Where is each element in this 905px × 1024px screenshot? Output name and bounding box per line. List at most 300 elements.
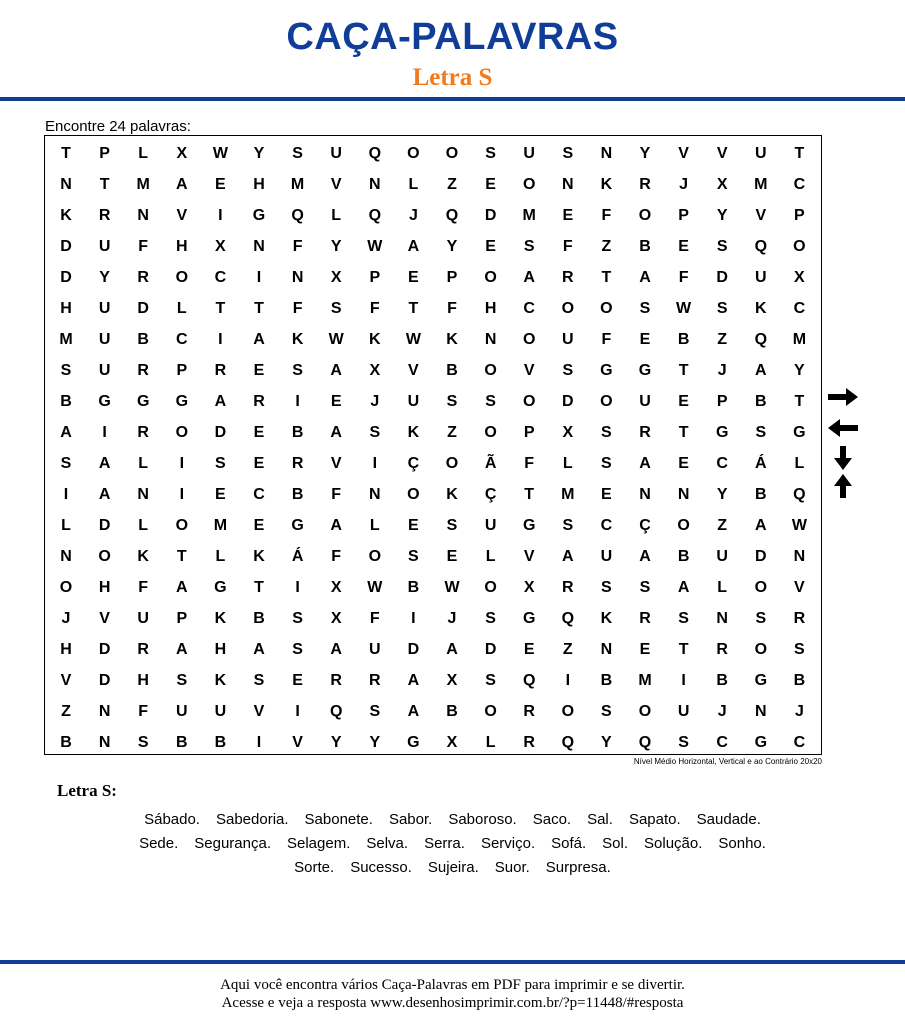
grid-letter: Q <box>754 238 768 255</box>
grid-letter: V <box>523 362 535 379</box>
grid-letter: J <box>794 703 804 720</box>
grid-letter: W <box>444 579 460 596</box>
grid-letter: O <box>522 331 536 348</box>
grid-letter: D <box>562 393 574 410</box>
grid-letter: X <box>794 269 805 286</box>
grid-letter: H <box>214 641 227 658</box>
grid-letter: J <box>370 393 380 410</box>
grid-letter: G <box>252 207 266 224</box>
grid-letter: I <box>295 393 300 410</box>
grid-letter: O <box>522 176 536 193</box>
grid-letter: S <box>176 672 188 689</box>
grid-letter: C <box>253 486 265 503</box>
grid-letter: F <box>331 486 342 503</box>
grid-letter: S <box>330 300 342 317</box>
grid-letter: C <box>176 331 188 348</box>
grid-letter: S <box>678 734 689 751</box>
grid-letter: O <box>484 424 497 441</box>
grid-letter: C <box>600 517 613 534</box>
grid-letter: V <box>60 672 72 689</box>
grid-letter: Á <box>291 548 304 565</box>
grid-letter: I <box>372 455 378 472</box>
grid-letter: S <box>562 362 574 379</box>
grid-letter: W <box>676 300 692 317</box>
grid-letter: V <box>99 610 110 627</box>
grid-letter: B <box>291 486 304 503</box>
grid-letter: F <box>369 300 380 317</box>
grid-letter: K <box>600 610 613 627</box>
grid-letter: K <box>755 300 767 317</box>
grid-letter: I <box>295 579 300 596</box>
grid-letter: A <box>639 269 651 286</box>
grid-letter: K <box>60 207 72 224</box>
grid-letter: A <box>60 424 72 441</box>
grid-letter: T <box>61 145 71 162</box>
grid-letter: L <box>215 548 226 565</box>
grid-letter: K <box>369 331 381 348</box>
grid-letter: E <box>408 517 419 534</box>
word-item: Suor. <box>494 859 530 876</box>
grid-letter: N <box>755 703 767 720</box>
grid-letter: L <box>61 517 71 534</box>
grid-letter: O <box>600 393 613 410</box>
grid-letter: U <box>98 331 111 348</box>
grid-letter: Ç <box>407 455 420 472</box>
grid-letter: D <box>98 641 111 658</box>
grid-letter: A <box>214 393 227 410</box>
grid-letter: A <box>639 548 651 565</box>
grid-letter: U <box>330 145 342 162</box>
grid-letter: F <box>138 579 149 596</box>
grid-letter: C <box>214 269 227 286</box>
grid-letter: L <box>138 455 149 472</box>
grid-letter: K <box>291 331 304 348</box>
word-list-row <box>40 832 865 856</box>
grid-letter: A <box>330 641 342 658</box>
grid-letter: U <box>523 145 535 162</box>
grid-letter: B <box>214 734 227 751</box>
grid-letter: V <box>755 207 767 224</box>
grid-letter: N <box>60 176 72 193</box>
grid-letter: E <box>678 455 689 472</box>
grid-letter: O <box>407 486 420 503</box>
grid-letter: Q <box>329 703 343 720</box>
grid-letter: A <box>755 517 767 534</box>
grid-letter: B <box>253 610 265 627</box>
grid-letter: Q <box>368 145 382 162</box>
grid-letter: I <box>565 672 571 689</box>
grid-letter: N <box>716 610 728 627</box>
grid-letter: N <box>793 548 806 565</box>
grid-letter: B <box>446 362 458 379</box>
grid-letter: X <box>330 579 342 596</box>
grid-letter: Y <box>446 238 458 255</box>
grid-letter: Ç <box>484 486 497 503</box>
word-item: Sabonete. <box>304 811 373 828</box>
grid-letter: H <box>60 300 72 317</box>
grid-letter: M <box>213 517 228 534</box>
grid-letter: N <box>98 703 111 720</box>
grid-letter: E <box>253 517 265 534</box>
grid-letter: E <box>292 672 303 689</box>
grid-letter: N <box>639 486 651 503</box>
footer-line-1: Aqui você encontra vários Caça-Palavras em PDF para imprimir e se divertir. <box>220 977 685 993</box>
grid-letter: R <box>793 610 806 627</box>
grid-letter: V <box>408 362 419 379</box>
grid-letter: N <box>562 176 574 193</box>
grid-letter: Á <box>755 455 767 472</box>
grid-letter: F <box>601 207 612 224</box>
grid-letter: M <box>792 331 807 348</box>
grid-letter: G <box>754 734 768 751</box>
grid-letter: L <box>138 517 149 534</box>
grid-letter: S <box>369 703 381 720</box>
grid-letter: U <box>98 238 111 255</box>
grid-letter: X <box>446 672 458 689</box>
grid-letter: U <box>98 300 111 317</box>
grid-letter: C <box>716 734 728 751</box>
grid-letter: D <box>137 300 149 317</box>
grid-letter: G <box>136 393 150 410</box>
grid-letter: I <box>681 672 686 689</box>
grid-letter: O <box>600 300 613 317</box>
grid-letter: J <box>717 362 727 379</box>
grid-letter: U <box>639 393 651 410</box>
grid-letter: U <box>176 703 188 720</box>
grid-letter: N <box>253 238 265 255</box>
grid-letter: S <box>716 238 728 255</box>
word-item: Sabor. <box>388 811 433 828</box>
grid-letter: V <box>176 207 188 224</box>
grid-letter: W <box>405 331 421 348</box>
grid-letter: B <box>755 486 767 503</box>
grid-letter: E <box>446 548 458 565</box>
grid-letter: R <box>291 455 304 472</box>
grid-letter: U <box>562 331 574 348</box>
grid-letter: S <box>292 641 303 658</box>
grid-letter: S <box>716 300 728 317</box>
grid-letter: I <box>179 455 185 472</box>
grid-letter: I <box>256 269 262 286</box>
grid-letter: G <box>98 393 111 410</box>
grid-letter: N <box>369 176 381 193</box>
grid-letter: R <box>137 269 149 286</box>
grid-letter: O <box>445 455 459 472</box>
grid-letter: E <box>253 455 265 472</box>
footer <box>0 976 905 1012</box>
grid-letter: O <box>484 269 497 286</box>
arrow-right-icon <box>826 386 860 408</box>
grid-letter: Ç <box>639 517 651 534</box>
arrow-down-icon <box>832 444 854 472</box>
grid-letter: J <box>408 207 418 224</box>
grid-letter: A <box>253 641 265 658</box>
grid-letter: O <box>98 548 111 565</box>
grid-letter: K <box>600 176 613 193</box>
grid-letter: I <box>256 734 262 751</box>
grid-letter: W <box>212 145 228 162</box>
grid-letter: Q <box>638 734 652 751</box>
grid-letter: X <box>215 238 226 255</box>
grid-letter: N <box>369 486 381 503</box>
grid-letter: W <box>367 238 383 255</box>
header-divider <box>0 97 905 101</box>
word-item: Sabedoria. <box>215 811 289 828</box>
grid-letter: P <box>446 269 458 286</box>
grid-letter: S <box>137 734 149 751</box>
grid-letter: O <box>754 579 768 596</box>
grid-letter: S <box>601 579 612 596</box>
grid-letter: S <box>292 610 303 627</box>
word-item: Sal. <box>587 811 613 828</box>
grid-letter: F <box>292 300 303 317</box>
grid-letter: N <box>484 331 497 348</box>
grid-letter: S <box>755 424 767 441</box>
grid-letter: P <box>794 207 805 224</box>
grid-letter: I <box>218 207 223 224</box>
grid-letter: L <box>485 548 496 565</box>
grid-letter: N <box>137 207 149 224</box>
grid-letter: G <box>522 610 536 627</box>
word-list-row <box>40 808 865 832</box>
grid-letter: J <box>61 610 71 627</box>
grid-letter: K <box>214 672 227 689</box>
grid-letter: F <box>138 703 149 720</box>
grid-letter: K <box>446 486 458 503</box>
word-item: Sorte. <box>294 859 335 876</box>
grid-letter: O <box>561 703 575 720</box>
grid-letter: N <box>137 486 149 503</box>
grid-letter: N <box>98 734 111 751</box>
grid-letter: Q <box>445 207 459 224</box>
grid-letter: X <box>562 424 574 441</box>
grid-letter: P <box>369 269 381 286</box>
grid-letter: Y <box>330 238 342 255</box>
grid-letter: D <box>755 548 767 565</box>
grid-letter: X <box>176 145 188 162</box>
grid-letter: T <box>215 300 226 317</box>
instruction-text: Encontre 24 palavras: <box>45 118 191 135</box>
grid-letter: C <box>523 300 535 317</box>
grid-letter: R <box>639 176 651 193</box>
grid-letter: V <box>794 579 805 596</box>
grid-letter: S <box>369 424 381 441</box>
grid-letter: H <box>484 300 497 317</box>
grid-letter: P <box>523 424 535 441</box>
grid-letter: F <box>331 548 342 565</box>
page-subtitle: Letra S <box>412 64 493 91</box>
word-item: Sábado. <box>144 811 200 828</box>
grid-letter: A <box>562 548 574 565</box>
grid-letter: S <box>523 238 535 255</box>
grid-letter: R <box>562 579 574 596</box>
grid-letter: N <box>600 641 613 658</box>
page-title: CAÇA-PALAVRAS <box>286 16 619 58</box>
grid-letter: B <box>407 579 420 596</box>
grid-letter: S <box>639 300 651 317</box>
grid-letter: Y <box>716 486 728 503</box>
grid-letter: N <box>291 269 304 286</box>
grid-letter: S <box>253 672 265 689</box>
grid-letter: G <box>522 517 536 534</box>
grid-letter: R <box>253 393 265 410</box>
word-item: Solução. <box>644 835 703 852</box>
grid-letter: T <box>794 145 805 162</box>
grid-letter: O <box>638 703 652 720</box>
word-item: Sujeira. <box>427 859 479 876</box>
grid-letter: N <box>677 486 690 503</box>
grid-letter: S <box>601 424 612 441</box>
grid-letter: D <box>484 641 497 658</box>
grid-letter: L <box>485 734 496 751</box>
grid-letter: M <box>754 176 768 193</box>
grid-letter: Z <box>447 176 457 193</box>
grid-letter: T <box>176 548 187 565</box>
grid-letter: R <box>562 269 574 286</box>
grid-letter: D <box>484 207 497 224</box>
grid-letter: O <box>175 424 189 441</box>
grid-letter: B <box>677 331 690 348</box>
grid-letter: U <box>600 548 613 565</box>
grid-letter: Y <box>253 145 265 162</box>
grid-letter: G <box>793 424 806 441</box>
grid-letter: E <box>253 362 265 379</box>
grid-letter: Ã <box>484 455 497 472</box>
grid-letter: S <box>562 517 574 534</box>
grid-letter: P <box>716 393 728 410</box>
level-note: Nível Médio Horizontal, Vertical e ao Contrário 20x20 <box>633 757 822 766</box>
grid-letter: D <box>60 269 72 286</box>
word-item: Saudade. <box>696 811 761 828</box>
grid-letter: L <box>408 176 419 193</box>
grid-letter: T <box>254 300 264 317</box>
grid-letter: D <box>98 517 111 534</box>
word-item: Sucesso. <box>350 859 412 876</box>
grid-letter: V <box>330 176 342 193</box>
grid-letter: O <box>407 145 420 162</box>
grid-letter: E <box>678 238 689 255</box>
grid-letter: N <box>60 548 72 565</box>
grid-letter: G <box>754 672 768 689</box>
grid-letter: F <box>138 238 149 255</box>
grid-letter: M <box>59 331 73 348</box>
grid-letter: K <box>446 331 458 348</box>
grid-letter: M <box>136 176 150 193</box>
grid-letter: Q <box>291 207 304 224</box>
grid-letter: O <box>522 393 536 410</box>
grid-letter: E <box>408 269 419 286</box>
grid-letter: U <box>407 393 420 410</box>
grid-letter: G <box>214 579 227 596</box>
grid-letter: W <box>328 331 344 348</box>
grid-letter: X <box>330 610 342 627</box>
grid-letter: R <box>639 424 651 441</box>
grid-letter: Z <box>717 331 728 348</box>
grid-letter: V <box>292 734 303 751</box>
grid-letter: S <box>292 145 303 162</box>
grid-letter: O <box>484 362 497 379</box>
grid-letter: K <box>253 548 265 565</box>
grid-letter: V <box>716 145 728 162</box>
grid-letter: S <box>639 579 651 596</box>
grid-letter: D <box>214 424 227 441</box>
grid-letter: T <box>99 176 110 193</box>
grid-letter: S <box>601 455 612 472</box>
grid-letter: A <box>176 641 188 658</box>
grid-letter: B <box>677 548 690 565</box>
grid-letter: I <box>218 331 223 348</box>
grid-letter: O <box>59 579 73 596</box>
grid-letter: S <box>794 641 805 658</box>
grid-letter: A <box>98 486 111 503</box>
grid-letter: T <box>408 300 419 317</box>
footer-line-2: Acesse e veja a resposta www.desenhosimprimir.com.br/?p=11448/#resposta <box>221 995 684 1011</box>
grid-letter: B <box>446 703 458 720</box>
grid-letter: O <box>368 548 382 565</box>
grid-letter: L <box>562 455 573 472</box>
grid-letter: Z <box>562 641 573 658</box>
grid-letter: T <box>524 486 535 503</box>
grid-letter: R <box>523 703 535 720</box>
grid-letter: P <box>99 145 110 162</box>
grid-letter: X <box>446 734 458 751</box>
word-item: Sonho. <box>718 835 766 852</box>
grid-letter: D <box>407 641 420 658</box>
grid-letter: A <box>176 176 188 193</box>
grid-letter: O <box>484 703 497 720</box>
grid-letter: U <box>716 548 728 565</box>
grid-letter: K <box>137 548 149 565</box>
grid-letter: U <box>137 610 149 627</box>
grid-letter: O <box>677 517 690 534</box>
grid-letter: S <box>215 455 226 472</box>
grid-letter: F <box>601 331 612 348</box>
grid-letter: X <box>523 579 535 596</box>
grid-letter: S <box>485 145 496 162</box>
grid-letter: S <box>562 145 574 162</box>
grid-letter: G <box>175 393 189 410</box>
arrow-left-icon <box>826 417 860 439</box>
grid-letter: R <box>523 734 535 751</box>
grid-letter: F <box>292 238 303 255</box>
grid-letter: U <box>677 703 690 720</box>
grid-letter: S <box>446 393 458 410</box>
grid-letter: S <box>408 548 419 565</box>
word-item: Serra. <box>424 835 465 852</box>
grid-letter: V <box>253 703 265 720</box>
grid-letter: Q <box>793 486 806 503</box>
grid-letter: A <box>330 517 342 534</box>
grid-letter: Y <box>99 269 110 286</box>
grid-letter: O <box>484 579 497 596</box>
grid-letter: A <box>330 424 342 441</box>
word-item: Surpresa. <box>545 859 611 876</box>
grid-letter: B <box>60 393 72 410</box>
grid-letter: Y <box>716 207 728 224</box>
footer-divider <box>0 960 905 964</box>
grid-letter: C <box>793 176 806 193</box>
grid-letter: H <box>176 238 188 255</box>
grid-letter: P <box>678 207 689 224</box>
grid-letter: T <box>794 393 805 410</box>
word-item: Saboroso. <box>448 811 517 828</box>
grid-letter: V <box>330 455 342 472</box>
grid-letter: F <box>562 238 573 255</box>
grid-letter: Y <box>330 734 342 751</box>
grid-letter: L <box>331 207 342 224</box>
word-list-title: Letra S: <box>57 781 117 800</box>
grid-letter: M <box>638 672 652 689</box>
